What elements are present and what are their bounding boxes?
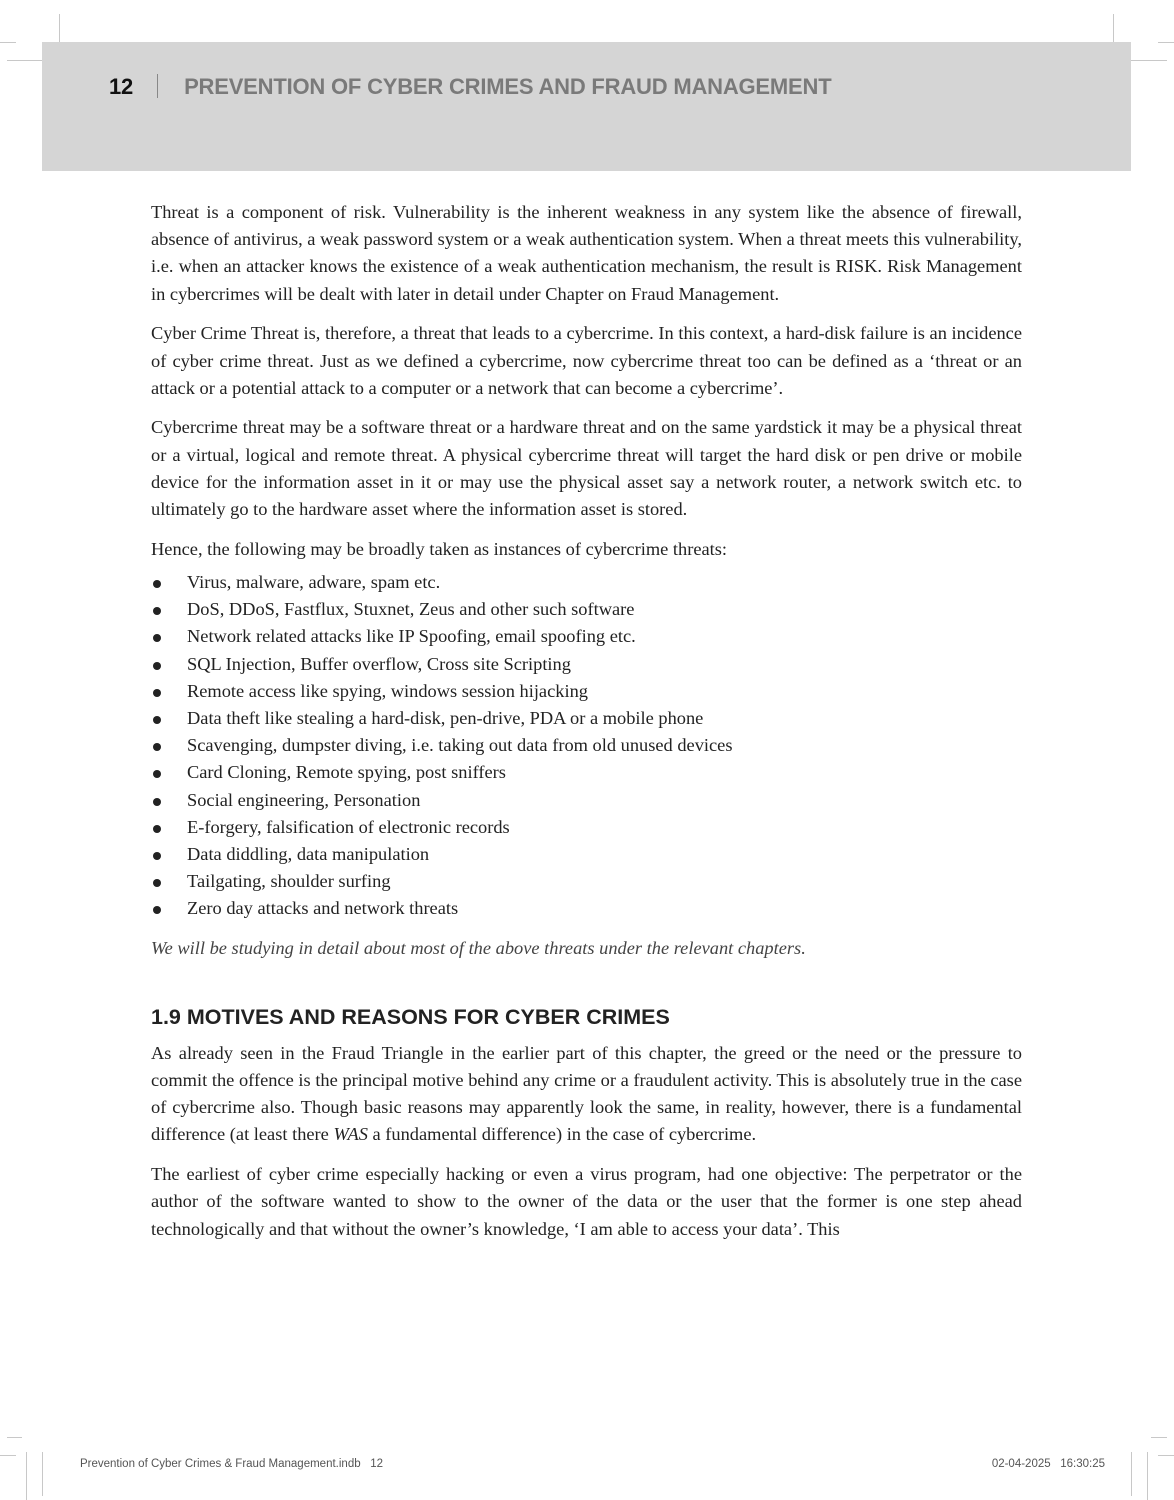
bullet-icon — [153, 879, 161, 887]
bullet-icon — [153, 743, 161, 751]
running-header-text — [109, 74, 831, 100]
italic-note: We will be studying in detail about most of the above threats under the relevant chapters. — [151, 937, 806, 958]
bullet-icon — [153, 852, 161, 860]
paragraph: Threat is a component of risk. Vulnerability is the inherent weakness in any system like the absence of firewall, absence of antivirus, a weak password system or a weak authentication system. When a threat meets this vulnerability, i.e. when an attacker knows the existence of a weak authentication mechanism, the result is RISK. Risk Management in cybercrimes will be dealt with later in detail under Chapter on Fraud Management. — [151, 202, 1022, 304]
crop-mark — [1147, 1452, 1148, 1500]
bullet-icon — [153, 798, 161, 806]
paragraph: Cybercrime threat may be a software threat or a hardware threat and on the same yardstick it may be a physical threat or a virtual, logical and remote threat. A physical cybercrime threat will target the hard disk or pen drive or mobile device for the information asset in it or may use the physical asset say a network router, a network switch etc. to ultimately go to the hardware asset where the information asset is stored. — [151, 417, 1022, 520]
list-item: Data diddling, data manipulation — [151, 841, 1022, 868]
crop-mark — [1131, 1452, 1132, 1496]
list-item: SQL Injection, Buffer overflow, Cross site Scripting — [151, 651, 1022, 678]
bullet-icon — [153, 825, 161, 833]
list-item: Network related attacks like IP Spoofing, email spoofing etc. — [151, 623, 1022, 650]
bullet-icon — [153, 770, 161, 778]
list-item: Zero day attacks and network threats — [151, 895, 1022, 922]
page-body — [151, 199, 1022, 1255]
list-item: DoS, DDoS, Fastflux, Stuxnet, Zeus and other such software — [151, 596, 1022, 623]
bullet-icon — [153, 580, 161, 588]
paragraph: The earliest of cyber crime especially hacking or even a virus program, had one objective: The perpetrator or the author of the software wanted to show to the owner of the data or the user that the former is one step ahead technologically and that without the owner’s knowledge, ‘I am able to access your data’. This — [151, 1164, 1022, 1239]
list-item: Remote access like spying, windows session hijacking — [151, 678, 1022, 705]
bullet-icon — [153, 689, 161, 697]
crop-mark — [1127, 60, 1167, 61]
list-item: Social engineering, Personation — [151, 787, 1022, 814]
list-item: Tailgating, shoulder surfing — [151, 868, 1022, 895]
crop-mark — [26, 1452, 27, 1500]
crop-mark — [1158, 1455, 1174, 1456]
list-item: E-forgery, falsification of electronic records — [151, 814, 1022, 841]
page-number: 12 — [109, 74, 134, 99]
bullet-icon — [153, 906, 161, 914]
footer-filename: Prevention of Cyber Crimes & Fraud Management.indb 12 — [80, 1458, 383, 1470]
crop-mark — [42, 1452, 43, 1496]
list-item: Card Cloning, Remote spying, post sniffers — [151, 759, 1022, 786]
paragraph: As already seen in the Fraud Triangle in the earlier part of this chapter, the greed or the need or the pressure to commit the offence is the principal motive behind any crime or a fraudulent activity. This is absolutely true in the case of cybercrime also. Though basic reasons may apparently look the same, in reality, however, there is a fundamental difference (at least there WAS a fundamental difference) in the case of cybercrime. — [151, 1042, 1022, 1145]
bullet-icon — [153, 634, 161, 642]
bullet-icon — [153, 607, 161, 615]
list-item: Data theft like stealing a hard-disk, pen-drive, PDA or a mobile phone — [151, 705, 1022, 732]
emphasis: WAS — [333, 1124, 368, 1145]
crop-mark — [0, 1455, 16, 1456]
running-header — [42, 42, 1131, 171]
book-title: PREVENTION OF CYBER CRIMES AND FRAUD MANAGEMENT — [184, 74, 832, 99]
crop-mark — [1151, 1437, 1167, 1438]
crop-mark — [7, 1437, 22, 1438]
header-divider — [157, 74, 158, 98]
paragraph: Cyber Crime Threat is, therefore, a threat that leads to a cybercrime. In this context, a hard-disk failure is an incidence of cyber crime threat. Just as we defined a cybercrime, now cybercrime threat too can be defined as a ‘threat or an attack or a potential attack to a computer or a network that can become a cybercrime’. — [151, 323, 1022, 398]
bullet-icon — [153, 716, 161, 724]
paragraph: Hence, the following may be broadly taken as instances of cybercrime threats: — [151, 538, 728, 559]
crop-mark — [7, 60, 47, 61]
section-heading: 1.9 MOTIVES AND REASONS FOR CYBER CRIMES — [151, 1004, 670, 1029]
crop-mark — [0, 42, 16, 43]
footer-timestamp: 02-04-2025 16:30:25 — [991, 1458, 1105, 1470]
crop-mark — [1158, 42, 1174, 43]
list-item: Scavenging, dumpster diving, i.e. taking out data from old unused devices — [151, 732, 1022, 759]
list-item: Virus, malware, adware, spam etc. — [151, 569, 1022, 596]
threat-list — [151, 569, 1022, 923]
bullet-icon — [153, 662, 161, 670]
